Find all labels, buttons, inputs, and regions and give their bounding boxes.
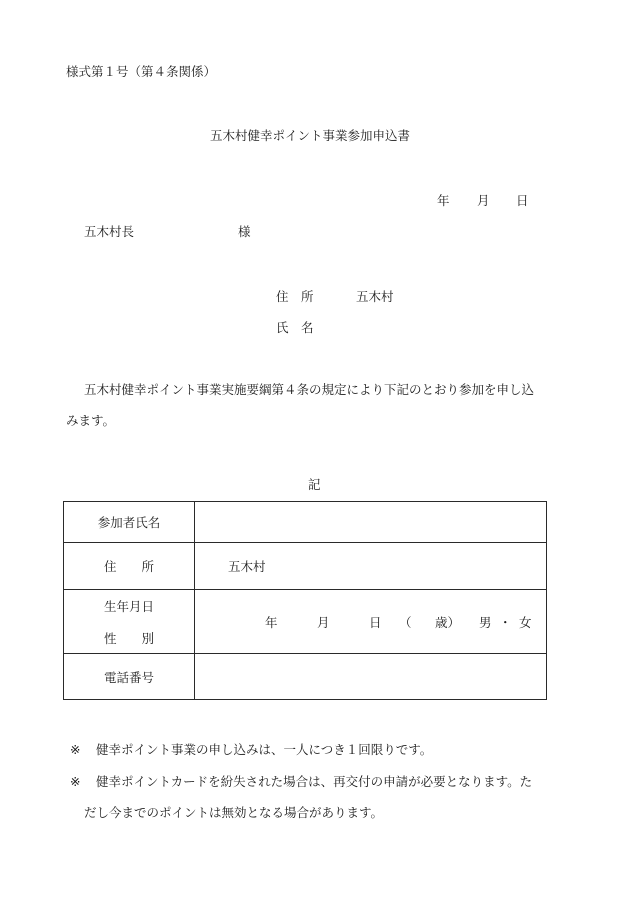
- address-label: 住 所: [64, 543, 195, 590]
- birth-month-unit: 月: [317, 614, 330, 630]
- address-value: 五木村: [228, 559, 266, 574]
- applicant-address-value: 五木村: [356, 289, 394, 304]
- applicant-address-label: 住 所: [276, 289, 314, 304]
- birthdate-gender-label-cell: [64, 590, 195, 654]
- addressee-name: 五木村長: [84, 224, 135, 239]
- gender-male-option[interactable]: 男: [479, 614, 492, 630]
- birth-day-unit: 日: [369, 614, 382, 630]
- gender-label: 性 別: [103, 630, 154, 646]
- note-1-mark: ※: [70, 742, 81, 757]
- age-open-paren: （: [399, 614, 412, 630]
- table-row-address: [64, 543, 547, 590]
- gender-female-option[interactable]: 女: [519, 614, 532, 630]
- table-row-participant-name: [64, 502, 547, 543]
- date-month: 月: [477, 193, 490, 208]
- participant-name-field[interactable]: [195, 502, 547, 543]
- gender-separator: ・: [499, 614, 512, 630]
- participant-name-label: 参加者氏名: [64, 502, 195, 543]
- note-2-text-line-2: だし今までのポイントは無効となる場合があります。: [84, 805, 384, 820]
- age-label: 歳）: [435, 614, 461, 630]
- section-marker: 記: [308, 477, 321, 492]
- phone-field[interactable]: [195, 654, 547, 700]
- address-field[interactable]: [195, 543, 547, 590]
- birthdate-gender-field[interactable]: [195, 590, 547, 654]
- note-2-mark: ※: [70, 774, 81, 789]
- body-text-line-1: 五木村健幸ポイント事業実施要綱第４条の規定により下記のとおり参加を申し込: [84, 382, 535, 397]
- birth-year-unit: 年: [265, 614, 278, 630]
- phone-label: 電話番号: [64, 654, 195, 700]
- table-row-phone: [64, 654, 547, 700]
- date-year: 年: [437, 193, 450, 208]
- birthdate-label: 生年月日: [103, 598, 154, 614]
- table-row-birthdate-gender: [64, 590, 547, 654]
- applicant-name-label: 氏 名: [276, 320, 314, 335]
- body-text-line-2: みます。: [66, 413, 116, 428]
- addressee-honorific: 様: [238, 224, 251, 239]
- note-2-text-line-1: 健幸ポイントカードを紛失された場合は、再交付の申請が必要となります。た: [96, 774, 533, 789]
- application-form-table: [63, 501, 547, 700]
- form-number: 様式第１号（第４条関係）: [66, 64, 217, 79]
- document-title: 五木村健幸ポイント事業参加申込書: [210, 128, 411, 143]
- date-day: 日: [516, 193, 529, 208]
- note-1-text: 健幸ポイント事業の申し込みは、一人につき１回限りです。: [96, 742, 433, 757]
